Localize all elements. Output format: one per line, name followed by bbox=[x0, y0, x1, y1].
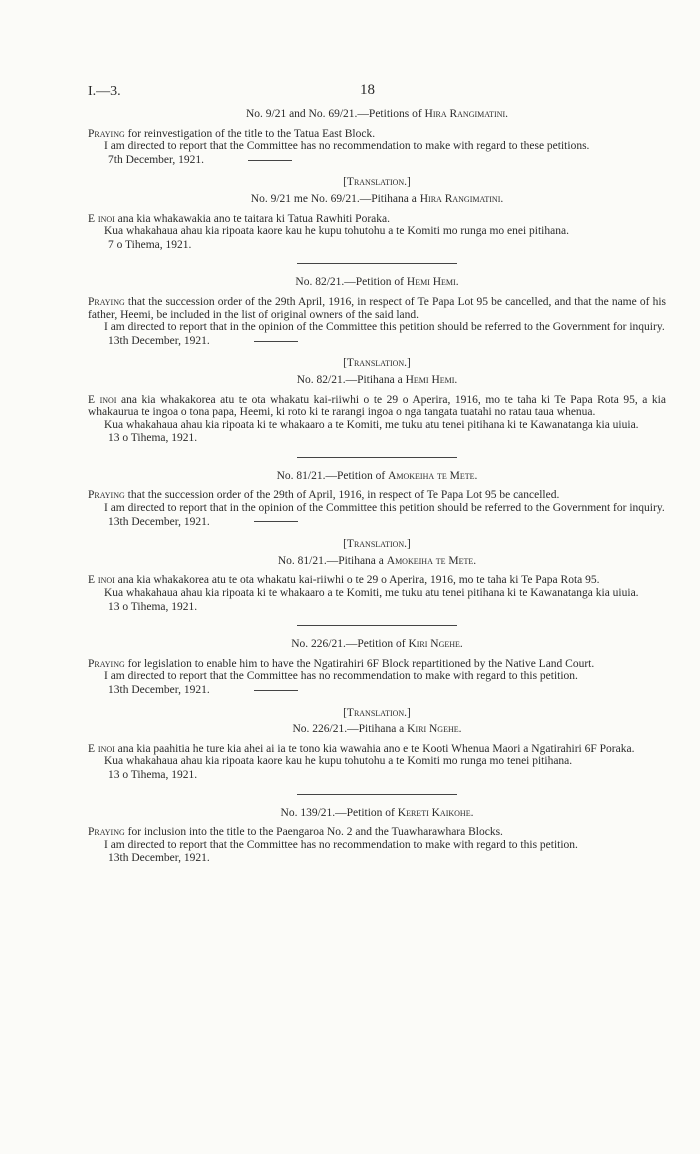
report-date: 13th December, 1921. bbox=[108, 852, 210, 865]
lead-word: Praying bbox=[88, 826, 125, 839]
lead-word: Praying bbox=[88, 657, 125, 670]
translation-date-line bbox=[108, 769, 666, 782]
petition-section bbox=[88, 807, 666, 865]
petition-heading bbox=[88, 108, 666, 121]
committee-report: I am directed to report that the Committee has no recommendation to make with regard to these petitions. bbox=[104, 140, 590, 153]
translation-label: [Translation.] bbox=[343, 357, 411, 370]
short-divider bbox=[248, 160, 292, 161]
translation-label: [Translation.] bbox=[343, 538, 411, 551]
petition-prayer bbox=[88, 826, 666, 839]
translation-date: 13 o Tihema, 1921. bbox=[108, 432, 198, 445]
prayer-text: that the succession order of the 29th of April, 1916, in respect of Te Papa Lot 95 be cancelled. bbox=[124, 489, 560, 502]
section-divider bbox=[297, 457, 457, 458]
translation-label: [Translation.] bbox=[343, 706, 411, 719]
report-date-line bbox=[108, 684, 666, 697]
translation-report: Kua whakahaua ahau kia ripoata ki te whakaaro a te Komiti, me tuku atu tenei pitihana ki te Kawanatanga kia uiuia. bbox=[104, 587, 639, 600]
lead-word: E inoi bbox=[88, 742, 115, 755]
section-divider bbox=[297, 263, 457, 264]
petitioner-name: Kiri Ngehe. bbox=[407, 723, 462, 736]
prayer-text: for inclusion into the title to the Paengaroa No. 2 and the Tuawharawhara Blocks. bbox=[124, 826, 503, 839]
section-divider bbox=[297, 794, 457, 795]
translation-prayer bbox=[88, 574, 666, 587]
petition-heading bbox=[88, 807, 666, 820]
petitioner-name: Hemi Hemi. bbox=[405, 373, 458, 386]
report-date-line bbox=[108, 154, 666, 167]
petitioner-name: Hira Rangimatini. bbox=[424, 108, 509, 120]
heading-text: No. 226/21.—Petition of bbox=[291, 638, 409, 651]
prayer-text: for legislation to enable him to have the Ngatirahiri 6F Block repartitioned by the Native Land Court. bbox=[124, 657, 595, 670]
petition-section bbox=[88, 470, 666, 626]
report-date-line bbox=[108, 516, 666, 529]
petition-prayer bbox=[88, 128, 666, 141]
translation-date-line bbox=[108, 432, 666, 445]
lead-word: Praying bbox=[88, 127, 125, 140]
short-divider bbox=[254, 341, 298, 342]
petition-heading bbox=[88, 470, 666, 483]
translation-prayer bbox=[88, 394, 666, 419]
heading-text: No. 226/21.—Pitihana a bbox=[292, 723, 408, 736]
report-date: 7th December, 1921. bbox=[108, 153, 204, 166]
petition-prayer bbox=[88, 489, 666, 502]
heading-text: No. 82/21.—Petition of bbox=[295, 276, 407, 289]
page-number: 18 bbox=[360, 82, 375, 98]
translation-date-line bbox=[108, 239, 666, 252]
petitioner-name: Hira Rangimatini. bbox=[419, 192, 504, 205]
report-date: 13th December, 1921. bbox=[108, 334, 210, 347]
lead-word: Praying bbox=[88, 489, 125, 502]
lead-word: E inoi bbox=[88, 574, 115, 587]
translation-heading bbox=[88, 374, 666, 387]
translation-report: Kua whakahaua ahau kia ripoata kaore kau he kupu tohutohu a te Komiti mo runga mo enei pitihana. bbox=[104, 225, 569, 238]
prayer-text: for reinvestigation of the title to the Tatua East Block. bbox=[124, 127, 376, 140]
translation-heading bbox=[88, 555, 666, 568]
heading-text: No. 81/21.—Pitihana a bbox=[277, 554, 387, 567]
heading-text: No. 9/21 me No. 69/21.—Pitihana a bbox=[250, 192, 420, 205]
section-divider bbox=[297, 625, 457, 626]
lead-word: E inoi bbox=[88, 212, 115, 225]
short-divider bbox=[254, 690, 298, 691]
prayer-text: ana kia whakawakia ano te taitara ki Tatua Rawhiti Poraka. bbox=[114, 212, 390, 225]
committee-report: I am directed to report that in the opinion of the Committee this petition should be referred to the Government for inquiry. bbox=[104, 502, 665, 515]
petitioner-name: Amokeiha te Mete. bbox=[386, 554, 477, 567]
translation-report: Kua whakahaua ahau kia ripoata kaore kau he kupu tohutohu a te Komiti mo runga mo tenei pitihana. bbox=[104, 755, 573, 768]
translation-heading bbox=[88, 193, 666, 206]
report-date-line bbox=[108, 335, 666, 348]
translation-date: 13 o Tihema, 1921. bbox=[108, 600, 198, 613]
prayer-text: ana kia whakakorea atu te ota whakatu kai-riiwhi o te 29 o Aperira, 1916, mo te taha ki Te Papa Rota 95, a kia whakaurua te ingoa o tona papa, Heemi, ki roto ki te rarangi ingoa o nga tangata tuatahi no ratau taua whenua. bbox=[88, 393, 666, 419]
short-divider bbox=[254, 521, 298, 522]
heading-text: No. 9/21 and No. 69/21.—Petitions of bbox=[245, 108, 425, 120]
committee-report: I am directed to report that the Committee has no recommendation to make with regard to this petition. bbox=[104, 670, 578, 683]
petition-heading bbox=[88, 638, 666, 651]
petition-section bbox=[88, 276, 666, 458]
translation-date: 13 o Tihema, 1921. bbox=[108, 768, 198, 781]
petitioner-name: Amokeiha te Mete. bbox=[388, 469, 478, 482]
petition-section bbox=[88, 108, 666, 264]
translation-prayer bbox=[88, 213, 666, 226]
heading-text: No. 82/21.—Pitihana a bbox=[296, 373, 406, 386]
petitioner-name: Hemi Hemi. bbox=[406, 276, 459, 289]
petition-heading bbox=[88, 276, 666, 289]
petition-prayer bbox=[88, 658, 666, 671]
translation-report: Kua whakahaua ahau kia ripoata ki te whakaaro a te Komiti, me tuku atu tenei pitihana ki te Kawanatanga kia uiuia. bbox=[104, 418, 639, 431]
prayer-text: that the succession order of the 29th April, 1916, in respect of Te Papa Lot 95 be cancelled, and that the name of his father, Heemi, be included in the list of original owners of the said land. bbox=[88, 295, 666, 321]
report-date-line bbox=[108, 852, 666, 865]
translation-prayer bbox=[88, 743, 666, 756]
petition-section bbox=[88, 638, 666, 794]
committee-report: I am directed to report that in the opinion of the Committee this petition should be referred to the Government for inquiry. bbox=[104, 321, 665, 334]
heading-text: No. 81/21.—Petition of bbox=[276, 469, 389, 482]
lead-word: E inoi bbox=[88, 393, 117, 406]
petitioner-name: Kereti Kaikohe. bbox=[397, 806, 474, 819]
committee-report: I am directed to report that the Committee has no recommendation to make with regard to this petition. bbox=[104, 838, 578, 851]
translation-label: [Translation.] bbox=[343, 176, 411, 189]
translation-date: 7 o Tihema, 1921. bbox=[108, 238, 192, 251]
lead-word: Praying bbox=[88, 295, 125, 308]
document-reference: I.—3. bbox=[88, 84, 121, 99]
report-date: 13th December, 1921. bbox=[108, 515, 210, 528]
translation-date-line bbox=[108, 601, 666, 614]
petitioner-name: Kiri Ngehe. bbox=[408, 638, 463, 651]
heading-text: No. 139/21.—Petition of bbox=[280, 806, 398, 819]
report-date: 13th December, 1921. bbox=[108, 684, 210, 696]
prayer-text: ana kia paahitia he ture kia ahei ai ia te tono kia wawahia ano e te Kooti Whenua Maori a Ngatirahiri 6F Poraka. bbox=[114, 742, 635, 755]
petition-prayer bbox=[88, 296, 666, 321]
petitions-report bbox=[88, 108, 666, 865]
prayer-text: ana kia whakakorea atu te ota whakatu kai-riiwhi o te 29 o Aperira, 1916, mo te taha ki Te Papa Rota 95. bbox=[114, 574, 600, 587]
translation-heading bbox=[88, 723, 666, 736]
